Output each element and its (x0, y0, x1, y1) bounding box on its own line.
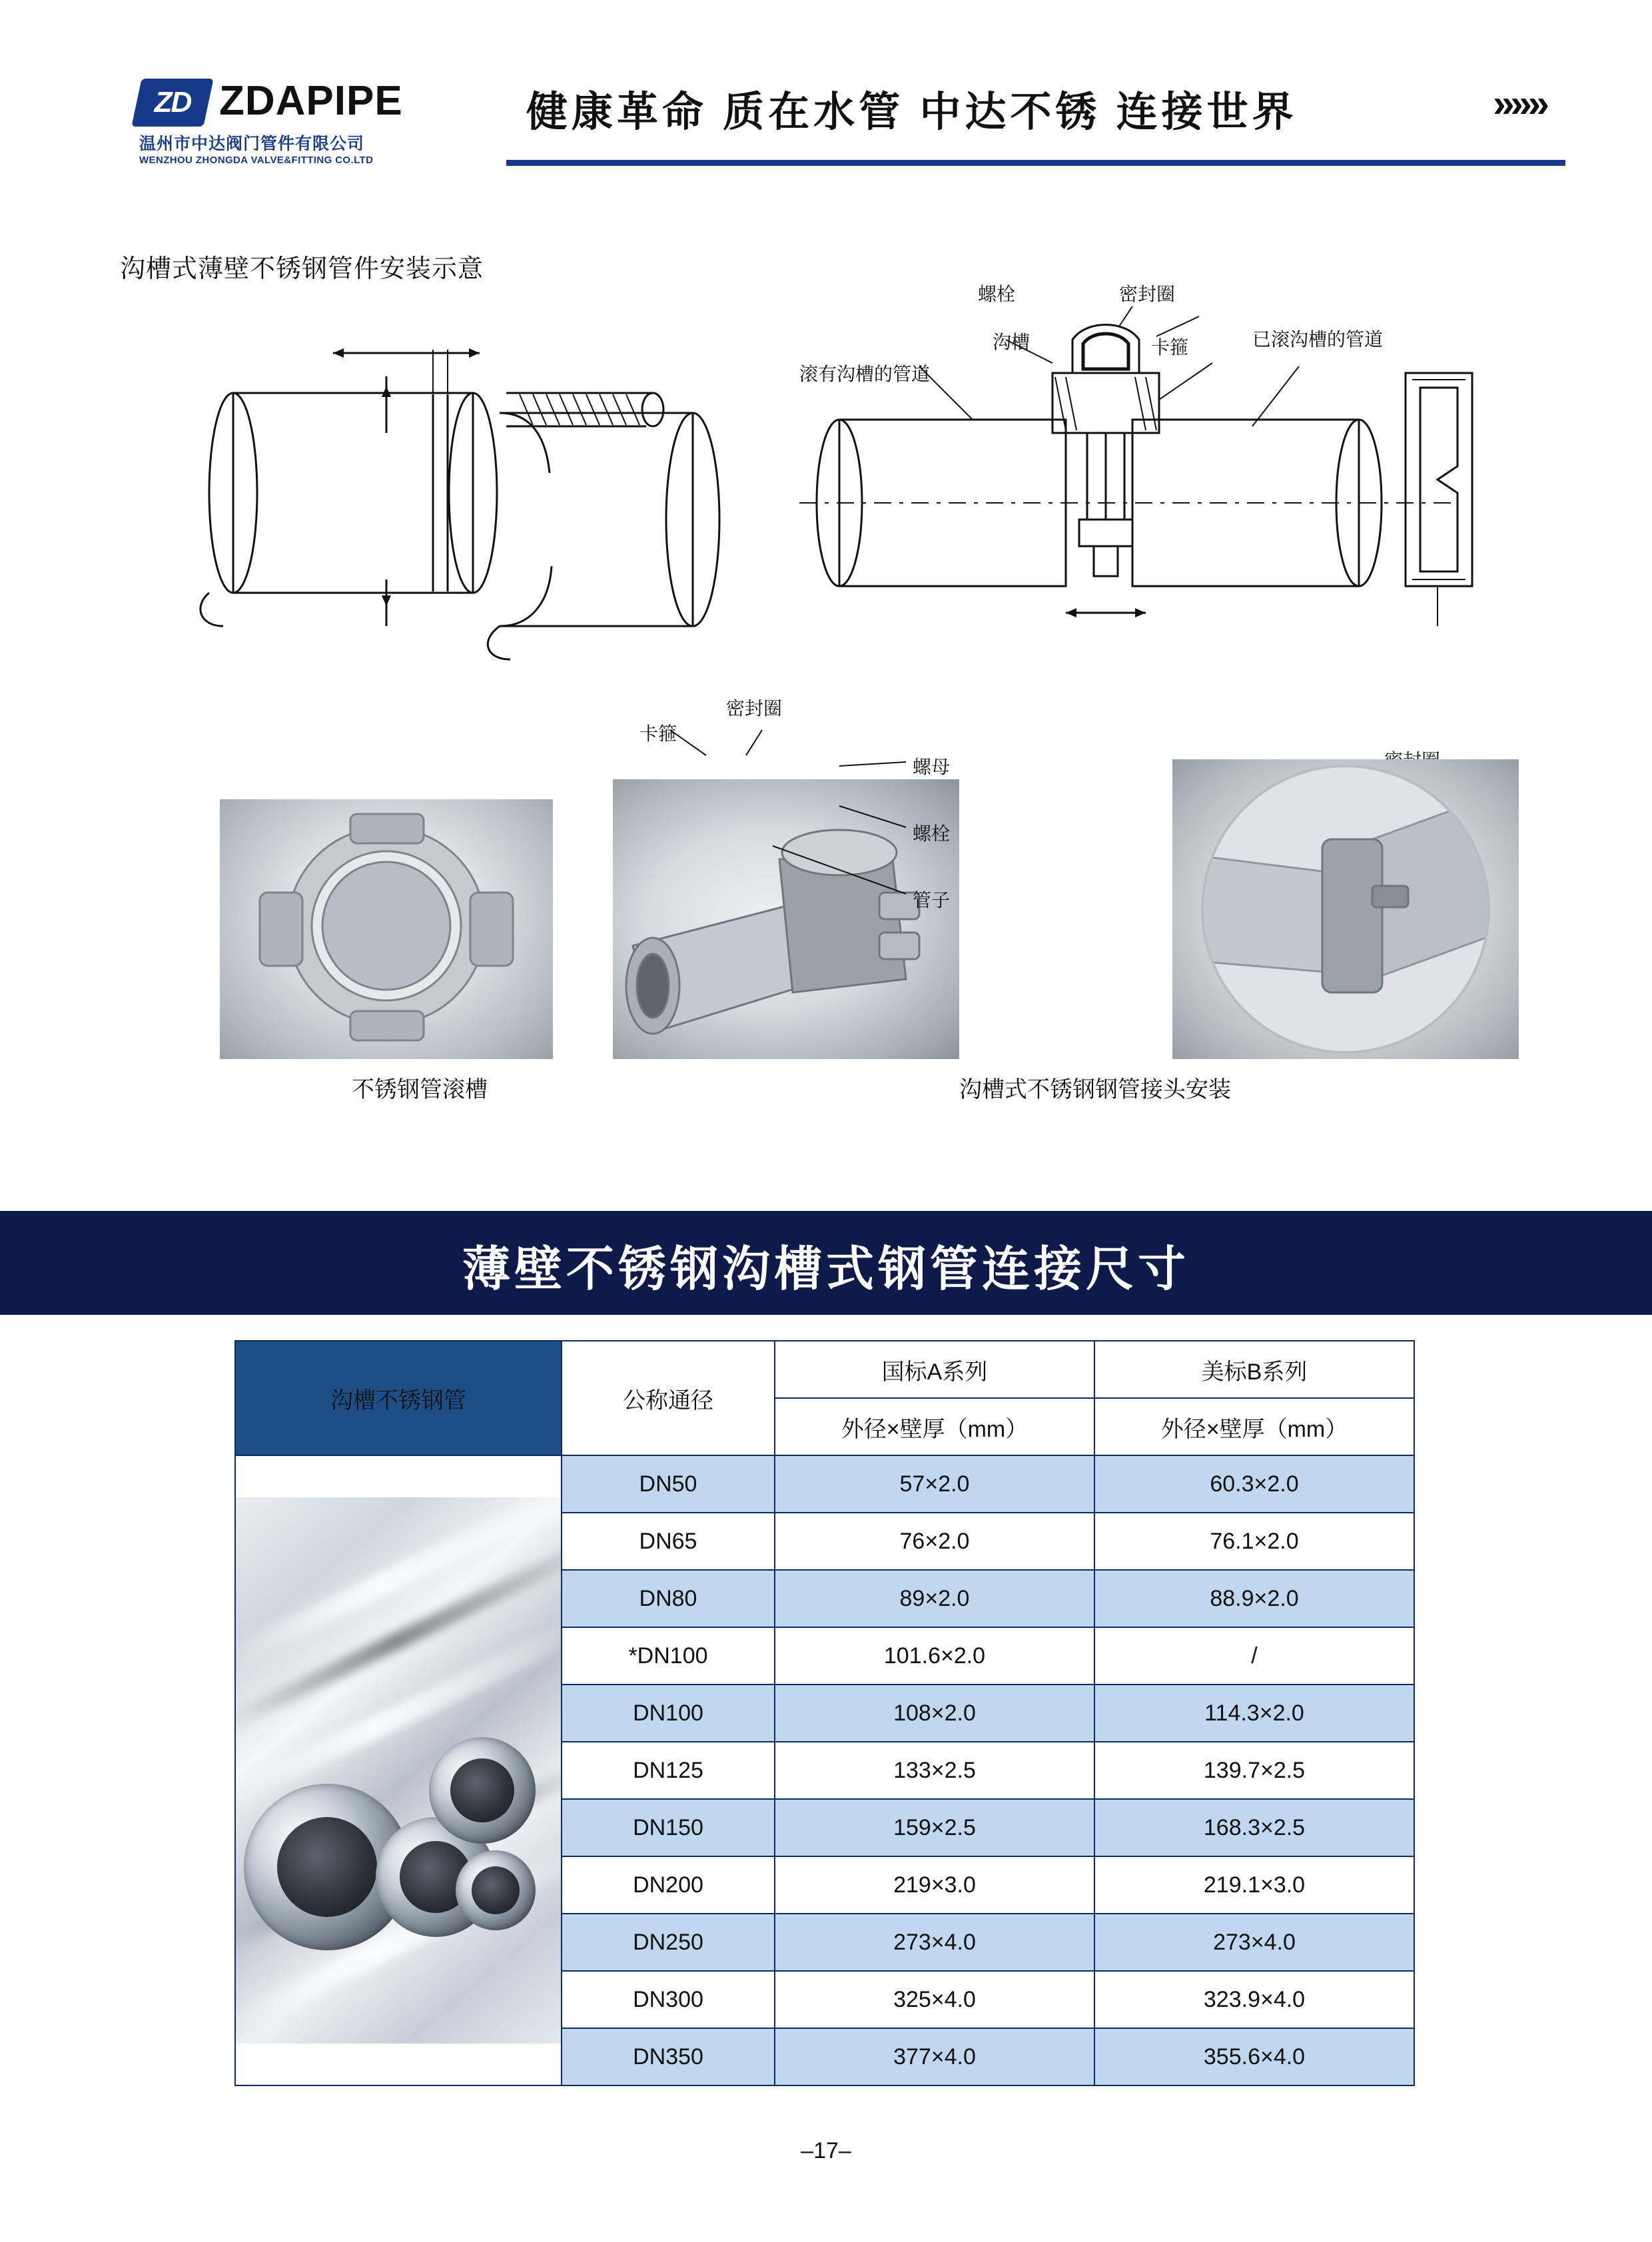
figure-roll-grooving (187, 313, 786, 793)
cell-a: 159×2.5 (775, 1799, 1094, 1856)
photo-installed-joint (1172, 759, 1519, 1059)
section-caption: 沟槽式薄壁不锈钢管件安装示意 (120, 255, 484, 283)
spec-table (234, 1340, 1415, 2086)
cell-dn: DN100 (562, 1684, 775, 1742)
header-slogan-bar (506, 72, 1565, 166)
label-clamp-2: 卡箍 (639, 723, 677, 744)
cell-a: 273×4.0 (775, 1914, 1094, 1971)
cell-b: 60.3×2.0 (1094, 1455, 1414, 1513)
label-seal-ring-2: 密封圈 (726, 698, 783, 719)
cell-b: 355.6×4.0 (1094, 2028, 1414, 2085)
label-clamp: 卡箍 (1151, 337, 1189, 358)
spec-table-wrap (234, 1340, 1414, 2086)
cell-dn: DN350 (562, 2028, 775, 2085)
cell-a: 101.6×2.0 (775, 1627, 1094, 1684)
photo-clamp (220, 799, 553, 1059)
figure2-caption: 沟槽式不锈钢钢管接头安装 (959, 1077, 1231, 1102)
table-row (235, 1455, 1414, 1513)
cell-b: 76.1×2.0 (1094, 1513, 1414, 1570)
banner-title: 薄壁不锈钢沟槽式钢管连接尺寸 (462, 1243, 1190, 1296)
cell-dn: DN200 (562, 1856, 775, 1914)
cell-dn: DN125 (562, 1742, 775, 1799)
cell-b: 219.1×3.0 (1094, 1856, 1414, 1914)
cell-dn: DN150 (562, 1799, 775, 1856)
cell-a: 325×4.0 (775, 1971, 1094, 2028)
figure1-caption: 不锈钢管滚槽 (352, 1077, 488, 1102)
label-grooved-pipe: 滚有沟槽的管道 (799, 364, 931, 384)
pipe-photo-cell (235, 1455, 562, 2085)
cell-a: 377×4.0 (775, 2028, 1094, 2085)
cell-b: 139.7×2.5 (1094, 1742, 1414, 1799)
photo-coupling-assembly (613, 779, 959, 1059)
section-banner (0, 1211, 1652, 1315)
table-header-row (235, 1341, 1414, 1398)
cell-a: 89×2.0 (775, 1570, 1094, 1627)
label-bolt-2: 螺栓 (913, 823, 951, 844)
cell-dn: *DN100 (562, 1627, 775, 1684)
table-group-header-b: 美标B系列 (1094, 1341, 1414, 1398)
label-groove: 沟槽 (993, 332, 1031, 352)
cell-dn: DN300 (562, 1971, 775, 2028)
label-seal-ring: 密封圈 (1119, 284, 1176, 304)
cell-b: 88.9×2.0 (1094, 1570, 1414, 1627)
table-group-header-a: 国标A系列 (775, 1341, 1094, 1398)
table-col-dn-header: 公称通径 (562, 1341, 775, 1455)
table-corner-header: 沟槽不锈钢管 (235, 1341, 562, 1455)
cell-b: 168.3×2.5 (1094, 1799, 1414, 1856)
cell-dn: DN80 (562, 1570, 775, 1627)
chevron-right-icon: »»» (1493, 82, 1545, 125)
page-number: –17– (801, 2138, 851, 2163)
cell-a: 108×2.0 (775, 1684, 1094, 1742)
brand-name: ZDAPIPE (219, 78, 403, 124)
header-slogan: 健康革命 质在水管 中达不锈 连接世界 (526, 89, 1298, 135)
label-grooved-pipe-done: 已滚沟槽的管道 (1252, 329, 1384, 350)
cell-b: 323.9×4.0 (1094, 1971, 1414, 2028)
cell-b: 273×4.0 (1094, 1914, 1414, 1971)
cell-b: 114.3×2.0 (1094, 1684, 1414, 1742)
cell-a: 133×2.5 (775, 1742, 1094, 1799)
page-header (0, 0, 1652, 200)
company-logo (137, 73, 450, 166)
cell-a: 76×2.0 (775, 1513, 1094, 1570)
logo-mark-text: ZD (154, 86, 191, 119)
cell-dn: DN65 (562, 1513, 775, 1570)
cell-a: 219×3.0 (775, 1856, 1094, 1914)
label-nut: 螺母 (913, 757, 951, 777)
table-sub-header-b: 外径×壁厚（mm） (1094, 1398, 1414, 1455)
company-name-cn: 温州市中达阀门管件有限公司 (139, 135, 365, 153)
cell-dn: DN250 (562, 1914, 775, 1971)
label-pipe: 管子 (913, 890, 951, 911)
label-bolt: 螺栓 (978, 284, 1016, 304)
cell-a: 57×2.0 (775, 1455, 1094, 1513)
figure-area (0, 286, 1652, 1199)
table-sub-header-a: 外径×壁厚（mm） (775, 1398, 1094, 1455)
cell-dn: DN50 (562, 1455, 775, 1513)
photo-stainless-pipes (236, 1497, 561, 2044)
cell-b: / (1094, 1627, 1414, 1684)
company-name-en: WENZHOU ZHONGDA VALVE&FITTING CO.LTD (139, 155, 374, 166)
